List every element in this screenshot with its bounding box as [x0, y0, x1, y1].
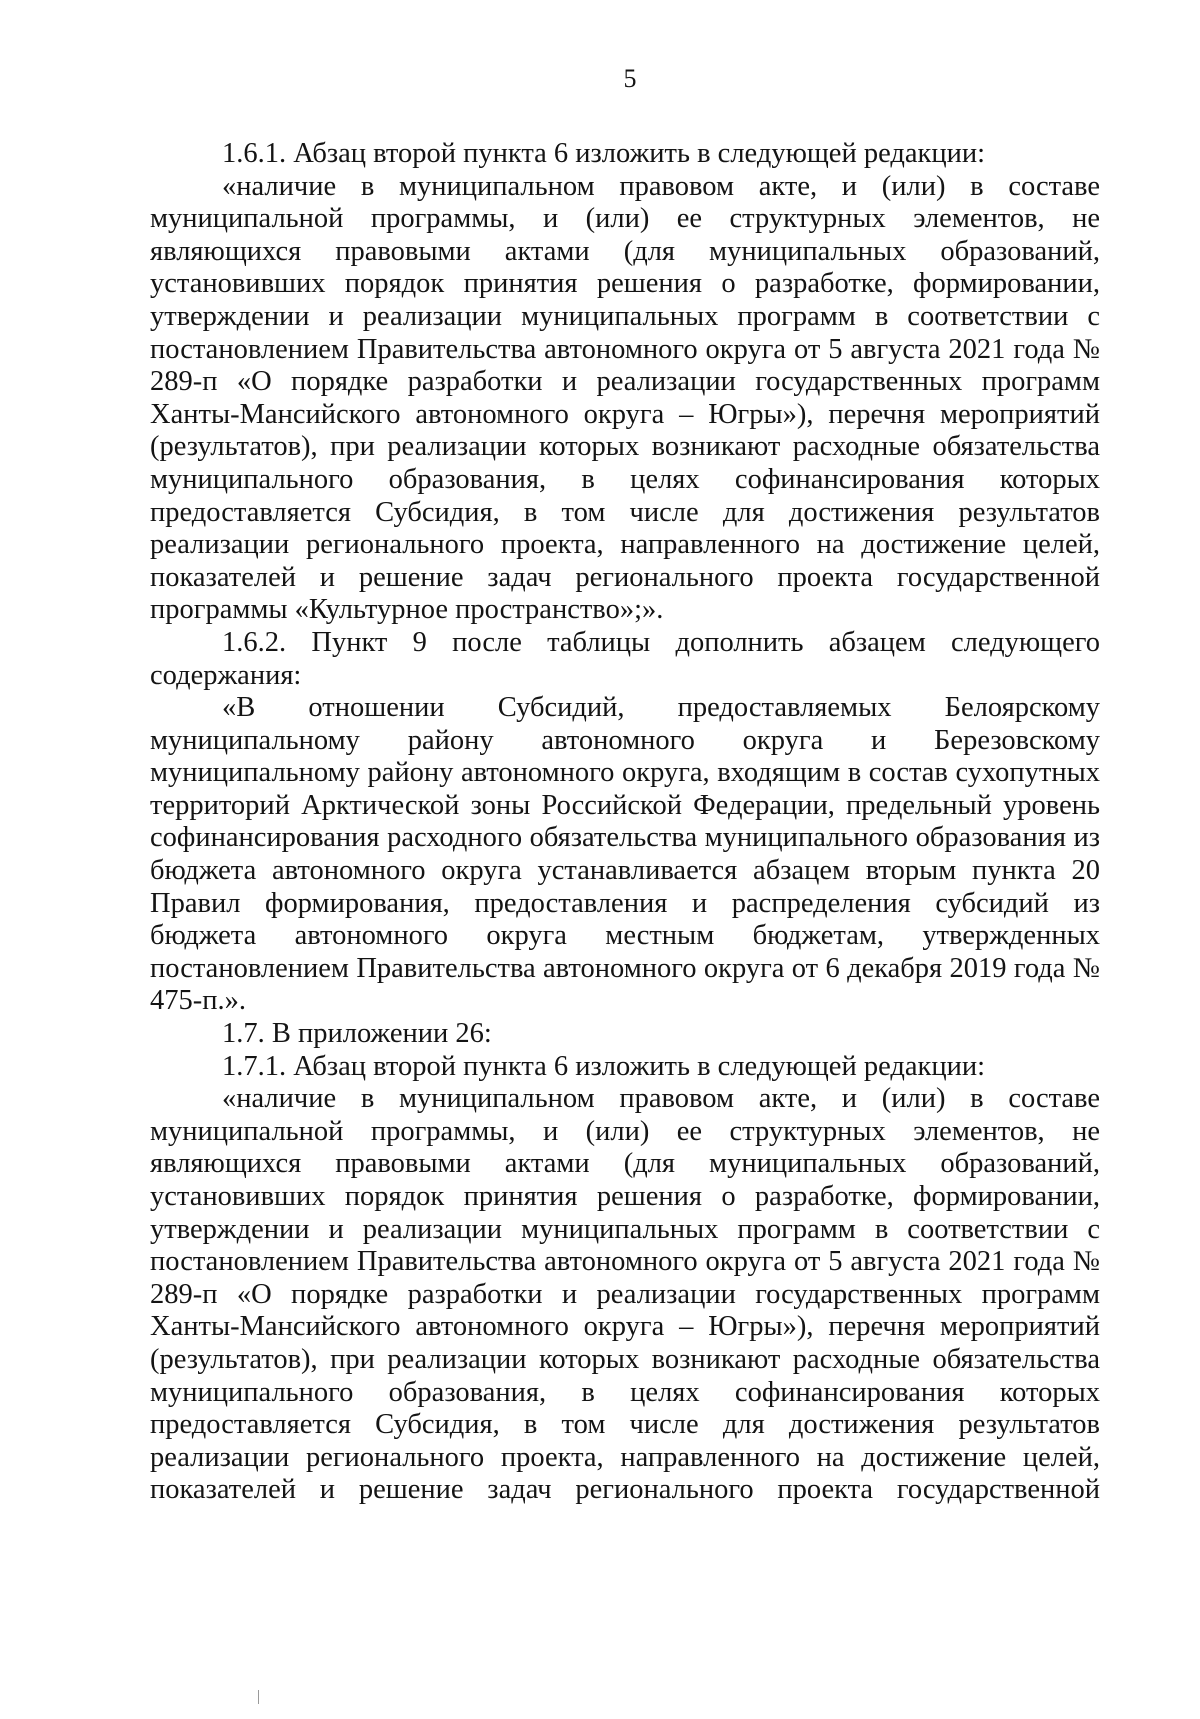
paragraph-1-6-2-heading: 1.6.2. Пункт 9 после таблицы дополнить абзацем следующего содержания: — [150, 626, 1100, 691]
paragraph-1-6-2-text: «В отношении Субсидий, предоставляемых Белоярскому муниципальному району автономного округа и Березовскому муниципальному району автономного округа, входящим в состав сухопутных территорий Арктической зоны Российской Федерации, предельный уровень софинансирования расходного обязательства муниципального образования из бюджета автономного округа устанавливается абзацем вторым пункта 20 Правил формирования, предоставления и распределения субсидий из бюджета автономного округа местным бюджетам, утвержденных постановлением Правительства автономного округа от 6 декабря 2019 года № 475-п.». — [150, 692, 1100, 1017]
paragraph-1-7-1-heading: 1.7.1. Абзац второй пункта 6 изложить в следующей редакции: — [222, 1050, 986, 1082]
paragraph-1-6-1-heading: 1.6.1. Абзац второй пункта 6 изложить в следующей редакции: — [222, 138, 986, 169]
paragraph-1-6-1-text: «наличие в муниципальном правовом акте, и (или) в составе муниципальной программы, и (или) ее структурных элементов, не являющихся правовыми актами (для муниципальных образований, установивших порядок принятия решения о разработке, формировании, утверждении и реализации муниципальных программ в соответствии с постановлением Правительства автономного округа от 5 августа 2021 года № 289-п «О порядке разработки и реализации государственных программ Ханты-Мансийского автономного округа – Югры»), перечня мероприятий (результатов), при реализации которых возникают расходные обязательства муниципального образования, в целях софинансирования которых предоставляется Субсидия, в том числе для достижения результатов реализации регионального проекта, направленного на достижение целей, показателей и решение задач регионального проекта государственной программы «Культурное пространство»;». — [150, 170, 1100, 626]
paragraph-1-7-1-text: «наличие в муниципальном правовом акте, и (или) в составе муниципальной программы, и (или) ее структурных элементов, не являющихся правовыми актами (для муниципальных образований, установивших порядок принятия решения о разработке, формировании, утверждении и реализации муниципальных программ в соответствии с постановлением Правительства автономного округа от 5 августа 2021 года № 289-п «О порядке разработки и реализации государственных программ Ханты-Мансийского автономного округа – Югры»), перечня мероприятий (результатов), при реализации которых возникают расходные обязательства муниципального образования, в целях софинансирования которых предоставляется Субсидия, в том числе для достижения результатов реализации регионального проекта, направленного на достижение целей, показателей и решение задач регионального проекта государственной — [150, 1083, 1100, 1506]
paragraph-1-7-heading: 1.7. В приложении 26: — [222, 1018, 492, 1050]
document-body — [150, 138, 1100, 1507]
page-number: 5 — [623, 64, 637, 93]
scan-mark — [258, 1690, 259, 1704]
